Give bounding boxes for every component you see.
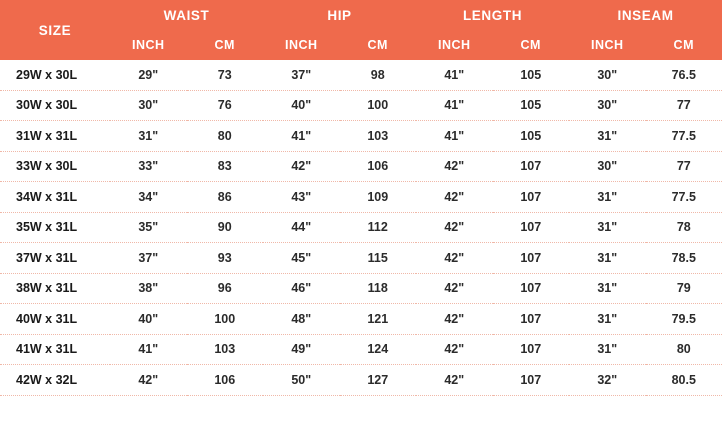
waist-inch-value: 29" [110, 60, 187, 90]
waist-cm-value: 100 [187, 304, 264, 335]
hip-inch-value: 40" [263, 90, 340, 121]
size-label: 41W x 31L [0, 334, 110, 365]
waist-cm-value: 83 [187, 151, 264, 182]
waist-cm-value: 93 [187, 243, 264, 274]
measurement-group-row [0, 0, 722, 30]
hip-cm-value: 100 [340, 90, 417, 121]
hip-inch-value: 43" [263, 182, 340, 213]
waist-inch-value: 30" [110, 90, 187, 121]
table-row [0, 90, 722, 121]
group-header-inseam: INSEAM [569, 0, 722, 30]
waist-cm-value: 96 [187, 273, 264, 304]
length-cm-value: 107 [493, 365, 570, 396]
inseam-cm-value: 80.5 [646, 365, 722, 396]
length-inch-value: 41" [416, 60, 493, 90]
hip-inch-value: 41" [263, 121, 340, 152]
size-label: 34W x 31L [0, 182, 110, 213]
waist-inch-value: 40" [110, 304, 187, 335]
inseam-inch-value: 31" [569, 243, 646, 274]
inseam-inch-value: 31" [569, 273, 646, 304]
length-inch-value: 42" [416, 182, 493, 213]
length-inch-value: 42" [416, 273, 493, 304]
waist-inch-value: 38" [110, 273, 187, 304]
length-cm-value: 107 [493, 334, 570, 365]
hip-inch-value: 46" [263, 273, 340, 304]
hip-cm-value: 98 [340, 60, 417, 90]
unit-header-inseam-cm: CM [646, 30, 722, 60]
unit-header-inseam-inch: INCH [569, 30, 646, 60]
size-label: 40W x 31L [0, 304, 110, 335]
length-cm-value: 107 [493, 182, 570, 213]
waist-cm-value: 90 [187, 212, 264, 243]
inseam-inch-value: 31" [569, 334, 646, 365]
table-row [0, 273, 722, 304]
inseam-cm-value: 77 [646, 90, 722, 121]
length-cm-value: 107 [493, 212, 570, 243]
inseam-inch-value: 30" [569, 90, 646, 121]
hip-cm-value: 115 [340, 243, 417, 274]
table-row [0, 182, 722, 213]
inseam-inch-value: 31" [569, 121, 646, 152]
inseam-inch-value: 31" [569, 212, 646, 243]
hip-cm-value: 121 [340, 304, 417, 335]
length-inch-value: 42" [416, 365, 493, 396]
hip-inch-value: 44" [263, 212, 340, 243]
table-row [0, 212, 722, 243]
size-label: 30W x 30L [0, 90, 110, 121]
size-label: 38W x 31L [0, 273, 110, 304]
length-cm-value: 107 [493, 273, 570, 304]
group-header-length: LENGTH [416, 0, 569, 30]
inseam-inch-value: 31" [569, 304, 646, 335]
table-row [0, 365, 722, 396]
length-inch-value: 41" [416, 121, 493, 152]
hip-inch-value: 45" [263, 243, 340, 274]
hip-inch-value: 48" [263, 304, 340, 335]
table-row [0, 243, 722, 274]
waist-inch-value: 31" [110, 121, 187, 152]
size-label: 31W x 31L [0, 121, 110, 152]
hip-cm-value: 112 [340, 212, 417, 243]
inseam-inch-value: 30" [569, 151, 646, 182]
unit-header-waist-cm: CM [187, 30, 264, 60]
length-cm-value: 105 [493, 60, 570, 90]
table-row [0, 121, 722, 152]
table-row [0, 60, 722, 90]
inseam-cm-value: 79.5 [646, 304, 722, 335]
length-inch-value: 41" [416, 90, 493, 121]
table-row [0, 304, 722, 335]
length-cm-value: 107 [493, 151, 570, 182]
waist-cm-value: 80 [187, 121, 264, 152]
hip-cm-value: 124 [340, 334, 417, 365]
hip-cm-value: 118 [340, 273, 417, 304]
waist-cm-value: 103 [187, 334, 264, 365]
inseam-cm-value: 76.5 [646, 60, 722, 90]
hip-cm-value: 106 [340, 151, 417, 182]
length-inch-value: 42" [416, 151, 493, 182]
group-header-waist: WAIST [110, 0, 263, 30]
inseam-cm-value: 78 [646, 212, 722, 243]
waist-inch-value: 42" [110, 365, 187, 396]
size-label: 29W x 30L [0, 60, 110, 90]
length-inch-value: 42" [416, 304, 493, 335]
length-inch-value: 42" [416, 212, 493, 243]
length-inch-value: 42" [416, 243, 493, 274]
length-cm-value: 107 [493, 243, 570, 274]
table-body [0, 60, 722, 395]
waist-inch-value: 41" [110, 334, 187, 365]
unit-header-length-inch: INCH [416, 30, 493, 60]
inseam-cm-value: 79 [646, 273, 722, 304]
inseam-cm-value: 78.5 [646, 243, 722, 274]
unit-header-hip-inch: INCH [263, 30, 340, 60]
length-cm-value: 105 [493, 121, 570, 152]
inseam-inch-value: 32" [569, 365, 646, 396]
waist-inch-value: 35" [110, 212, 187, 243]
hip-cm-value: 103 [340, 121, 417, 152]
waist-inch-value: 33" [110, 151, 187, 182]
waist-inch-value: 37" [110, 243, 187, 274]
waist-cm-value: 73 [187, 60, 264, 90]
waist-cm-value: 106 [187, 365, 264, 396]
length-cm-value: 105 [493, 90, 570, 121]
hip-inch-value: 49" [263, 334, 340, 365]
waist-inch-value: 34" [110, 182, 187, 213]
table-header [0, 0, 722, 60]
inseam-cm-value: 77.5 [646, 182, 722, 213]
length-cm-value: 107 [493, 304, 570, 335]
waist-cm-value: 76 [187, 90, 264, 121]
size-label: 33W x 30L [0, 151, 110, 182]
group-header-hip: HIP [263, 0, 416, 30]
inseam-cm-value: 80 [646, 334, 722, 365]
hip-cm-value: 127 [340, 365, 417, 396]
size-label: 37W x 31L [0, 243, 110, 274]
unit-header-hip-cm: CM [340, 30, 417, 60]
column-header-size: SIZE [0, 0, 110, 60]
table-row [0, 151, 722, 182]
unit-header-length-cm: CM [493, 30, 570, 60]
hip-inch-value: 50" [263, 365, 340, 396]
unit-header-waist-inch: INCH [110, 30, 187, 60]
length-inch-value: 42" [416, 334, 493, 365]
hip-inch-value: 42" [263, 151, 340, 182]
hip-cm-value: 109 [340, 182, 417, 213]
inseam-inch-value: 30" [569, 60, 646, 90]
table-row [0, 334, 722, 365]
inseam-cm-value: 77 [646, 151, 722, 182]
size-label: 42W x 32L [0, 365, 110, 396]
size-label: 35W x 31L [0, 212, 110, 243]
hip-inch-value: 37" [263, 60, 340, 90]
inseam-inch-value: 31" [569, 182, 646, 213]
waist-cm-value: 86 [187, 182, 264, 213]
inseam-cm-value: 77.5 [646, 121, 722, 152]
